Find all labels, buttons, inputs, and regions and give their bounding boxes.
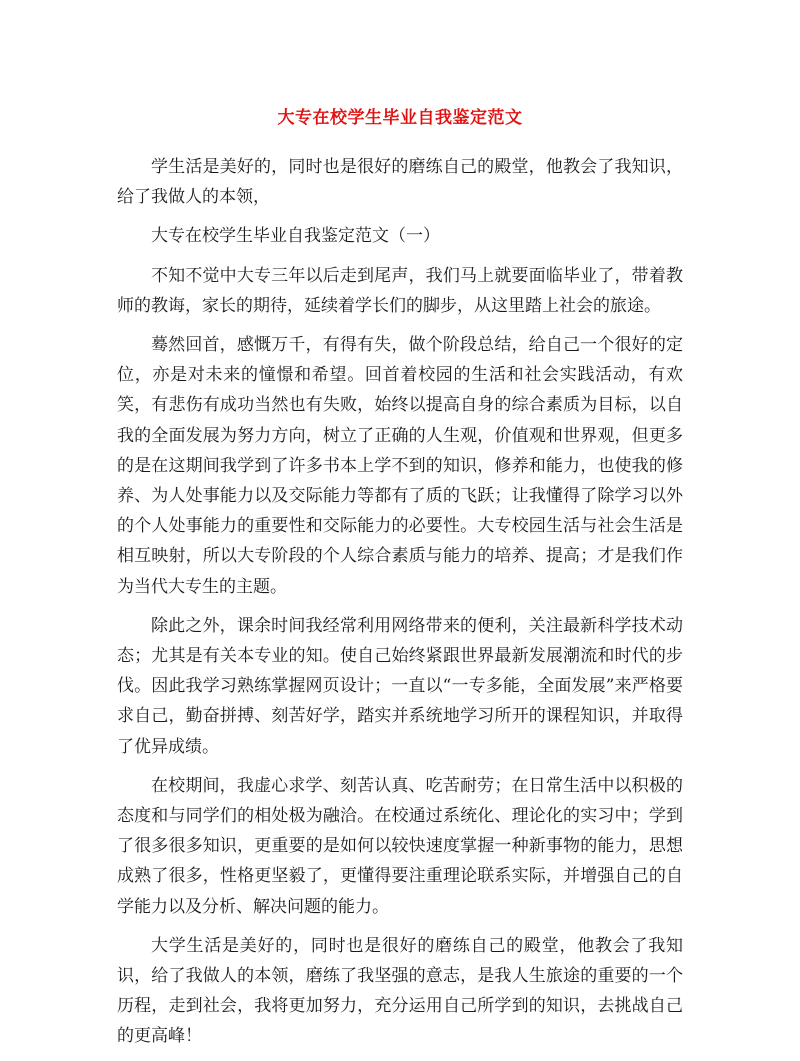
paragraph-subtitle: 大专在校学生毕业自我鉴定范文（一） — [151, 226, 440, 247]
paragraph-intro: 学生活是美好的，同时也是很好的磨练自己的殿堂，他教会了我知识，给了我做人的本领， — [117, 157, 683, 208]
paragraph-extracurricular: 除此之外，课余时间我经常利用网络带来的便利，关注最新科学技术动态；尤其是有关本专业的知。使自己始终紧跟世界最新发展潮流和时代的步伐。因此我学习熟练掌握网页设计；一直以“一专多能，全面发展”来严格要求自己，勤奋拼搏、刻苦好学，踏实并系统地学习所开的课程知识，并取得了优异成绩。 — [117, 615, 683, 757]
paragraph-school-period: 在校期间，我虚心求学、刻苦认真、吃苦耐劳；在日常生活中以积极的态度和与同学们的相处极为融洽。在校通过系统化、理论化的实习中；学到了很多很多知识，更重要的是如何以较快速度掌握一种新事物的能力，思想成熟了很多，性格更坚毅了，更懂得要注重理论联系实际，并增强自己的自学能力以及分析、解决问题的能力。 — [117, 775, 683, 917]
paragraph-graduation: 不知不觉中大专三年以后走到尾声，我们马上就要面临毕业了，带着教师的教诲，家长的期待，延续着学长们的脚步，从这里踏上社会的旅途。 — [117, 265, 683, 316]
paragraph-conclusion: 大学生活是美好的，同时也是很好的磨练自己的殿堂，他教会了我知识，给了我做人的本领，磨练了我坚强的意志，是我人生旅途的重要的一个历程，走到社会，我将更加努力，充分运用自己所学到的知识，去挑战自己的更高峰！ — [117, 935, 683, 1047]
paragraph-reflection: 蓦然回首，感慨万千，有得有失，做个阶段总结，给自己一个很好的定位，亦是对未来的憧憬和希望。回首着校园的生活和社会实践活动，有欢笑，有悲伤有成功当然也有失败，始终以提高自身的综合素质为目标，以自我的全面发展为努力方向，树立了正确的人生观，价值观和世界观，但更多的是在这期间我学到了许多书本上学不到的知识，修养和能力，也使我的修养、为人处事能力以及交际能力等都有了质的飞跃；让我懂得了除学习以外的个人处事能力的重要性和交际能力的必要性。大专校园生活与社会生活是相互映射，所以大专阶段的个人综合素质与能力的培养、提高；才是我们作为当代大专生的主题。 — [117, 335, 683, 597]
document-body — [117, 152, 683, 1061]
document-title: 大专在校学生毕业自我鉴定范文 — [277, 108, 523, 128]
